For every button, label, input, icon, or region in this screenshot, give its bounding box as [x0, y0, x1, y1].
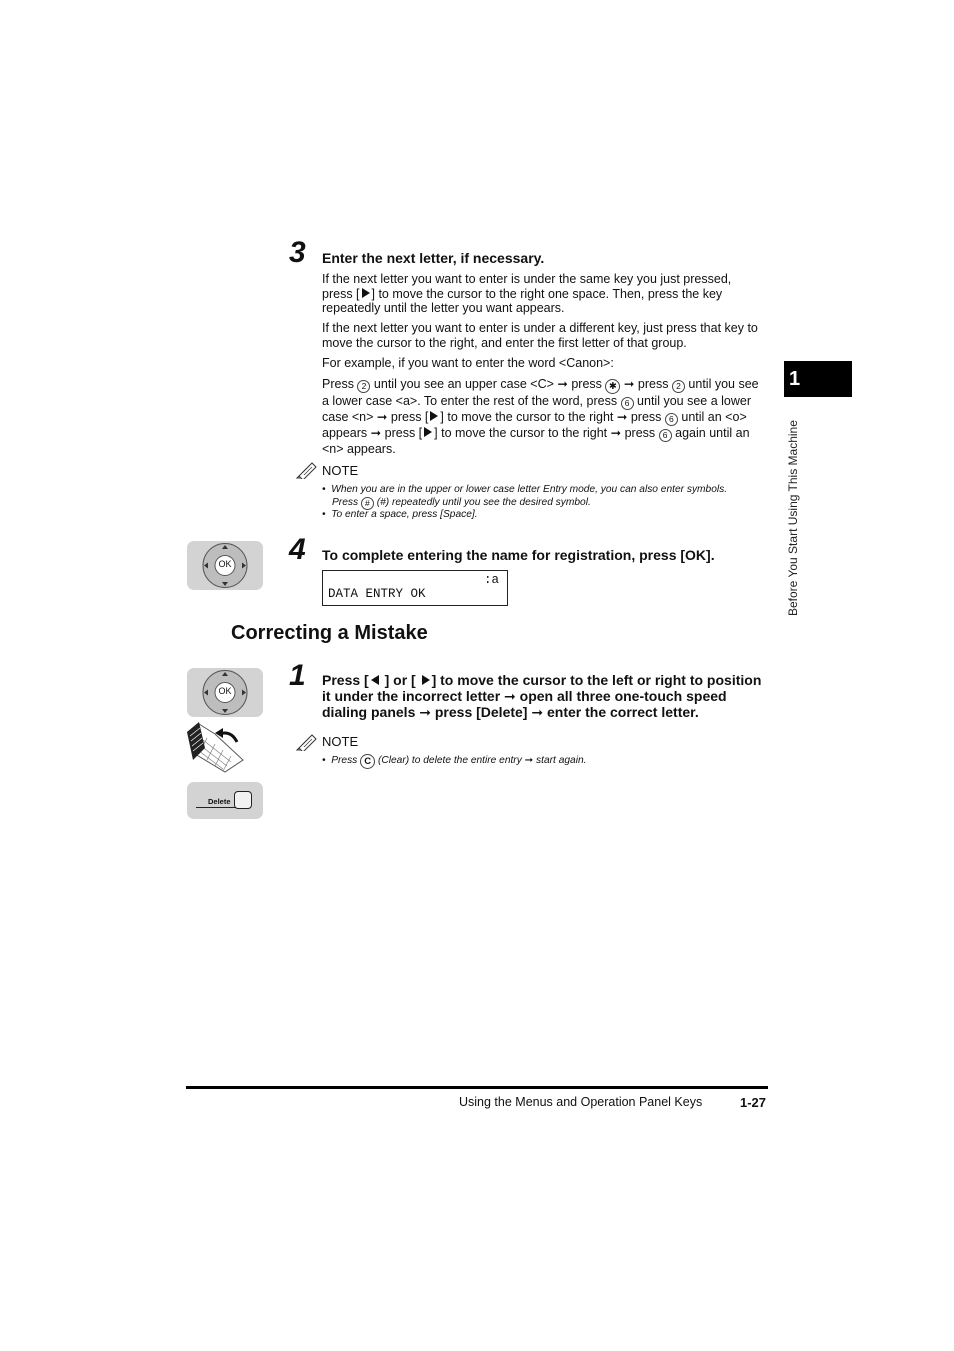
chapter-tab [784, 361, 852, 397]
note-pencil-icon [296, 733, 318, 751]
arrow-icon: ➞ [419, 704, 431, 720]
footer-rule [186, 1086, 768, 1089]
delete-key-underline [196, 807, 240, 808]
arrow-icon: ➞ [531, 704, 544, 720]
arrow-icon: ➞ [376, 410, 388, 424]
key-6-icon: 6 [665, 413, 678, 426]
right-arrow-key-icon [424, 427, 432, 437]
key-2-icon: 2 [357, 380, 370, 393]
note-1-heading: NOTE [322, 463, 359, 478]
delete-key-button-icon [234, 791, 252, 809]
note-2-item: • Press C (Clear) to delete the entire entry ➞ start again. [322, 755, 587, 767]
note-1-item-1: • When you are in the upper or lower case letter Entry mode, you can also enter symbols. Press # (#) repeatedly until you see the desired symbol. [322, 484, 728, 508]
lcd-line-1: :a [483, 573, 499, 587]
right-arrow-key-icon [430, 411, 438, 421]
ok-key-panel-2 [187, 668, 263, 717]
clear-key-icon: C [360, 754, 375, 769]
hash-key-icon: # [361, 497, 374, 510]
step-1-number: 1 [289, 659, 306, 692]
step-3-title: Enter the next letter, if necessary. [322, 250, 545, 266]
step-1-instructions: Press [ ] or [ ] to move the cursor to the left or right to position it under the incorrect letter ➞ open all three one-touch speed dialing panels ➞ press [Delete] ➞ enter the correct letter. [322, 672, 762, 720]
footer-title: Using the Menus and Operation Panel Keys [459, 1095, 703, 1109]
arrow-icon: ➞ [610, 426, 622, 440]
chapter-side-label: Before You Start Using This Machine [786, 420, 800, 616]
lcd-display [322, 570, 508, 606]
note-pencil-icon [296, 461, 318, 479]
one-touch-panel-icon [185, 720, 247, 774]
step-3-number: 3 [289, 236, 306, 269]
section-title: Correcting a Mistake [231, 622, 428, 644]
key-6-icon: 6 [621, 397, 634, 410]
arrow-icon: ➞ [623, 377, 635, 391]
step-4-title: To complete entering the name for registration, press [OK]. [322, 547, 715, 563]
star-key-icon: ✱ [605, 379, 620, 394]
note-1-item-2: • To enter a space, press [Space]. [322, 509, 478, 520]
right-arrow-key-icon [422, 675, 430, 685]
delete-key-label: Delete [208, 797, 231, 806]
key-6-icon: 6 [659, 429, 672, 442]
step-3-paragraph-3: For example, if you want to enter the word <Canon>: [322, 356, 614, 370]
ok-key-label: OK [218, 559, 232, 569]
step-3-paragraph-2: If the next letter you want to enter is under a different key, just press that key to move the cursor to the right, and enter the first letter of that group. [322, 321, 758, 350]
step-3-example: Press 2 until you see an upper case <C> ➞ press ✱ ➞ press 2 until you see a lower case <a>. To enter the rest of the word, press 6 until you see a lower case <n> ➞ press [ ] to move the cursor to the right ➞ press 6 until an <o> appears ➞ press [ ] to move the cursor to the right ➞ press 6 again until an <n> appears. [322, 377, 759, 456]
arrow-icon: ➞ [370, 426, 382, 440]
ok-key-panel [187, 541, 263, 590]
arrow-icon: ➞ [616, 410, 628, 424]
right-arrow-key-icon [362, 288, 370, 298]
arrow-icon: ➞ [557, 377, 568, 391]
chapter-number: 1 [789, 368, 801, 390]
step-3-paragraph-1: If the next letter you want to enter is under the same key you just pressed, press [ ] to move the cursor to the right one space. Then, press the key repeatedly until the letter you want appears. [322, 272, 732, 316]
arrow-icon: ➞ [524, 755, 534, 766]
ok-key-label: OK [218, 686, 232, 696]
key-2-icon: 2 [672, 380, 685, 393]
page-number: 1-27 [740, 1095, 767, 1110]
lcd-line-2: DATA ENTRY OK [328, 587, 426, 601]
note-2-heading: NOTE [322, 734, 359, 749]
arrow-icon: ➞ [504, 688, 516, 704]
delete-key-panel [187, 782, 263, 819]
left-arrow-key-icon [371, 675, 379, 685]
step-4-number: 4 [289, 533, 306, 566]
